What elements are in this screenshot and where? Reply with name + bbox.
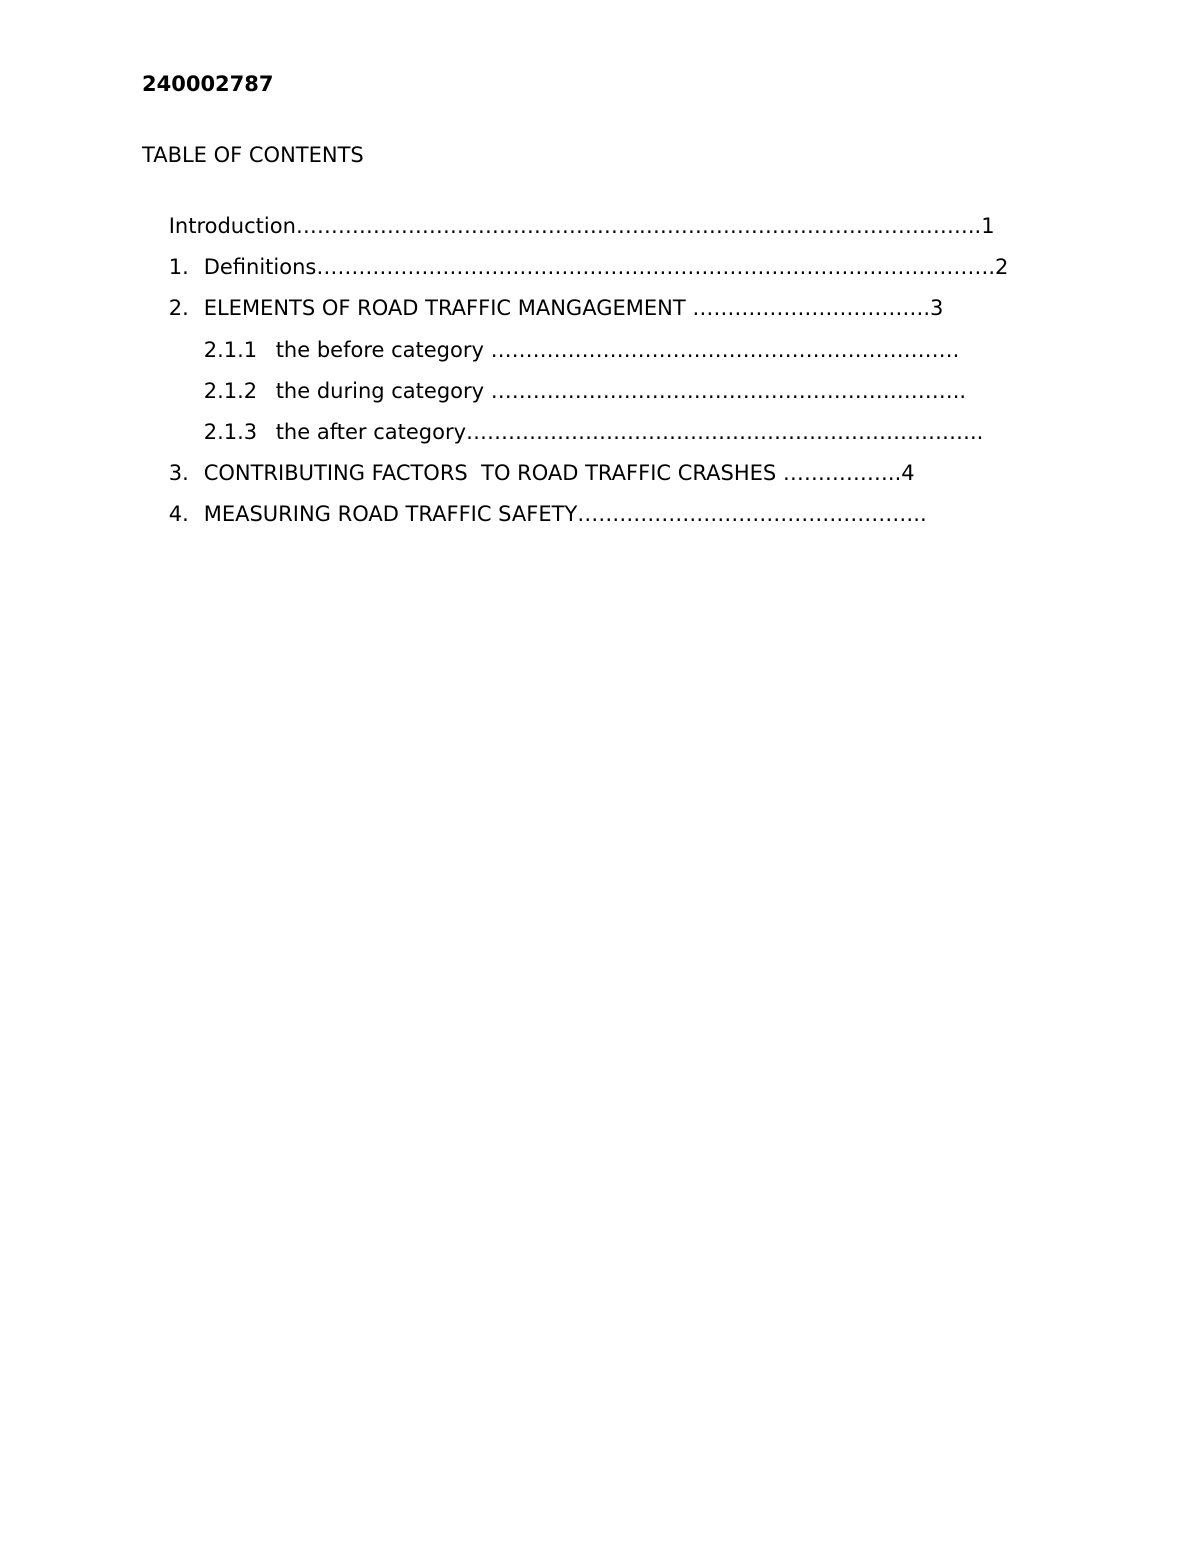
toc-entry-number: 1. <box>168 255 189 279</box>
toc-entry-measuring-safety[interactable] <box>142 478 927 550</box>
toc-entry-text: ELEMENTS OF ROAD TRAFFIC MANGAGEMENT …………………………….3 <box>203 296 944 320</box>
toc-entry-text: CONTRIBUTING FACTORS TO ROAD TRAFFIC CRASHES ……………..4 <box>203 461 915 485</box>
toc-entry-number: 2. <box>168 296 189 320</box>
toc-entry-text: Introduction……………………………………………………………………………………..1 <box>168 214 995 238</box>
document-id: 240002787 <box>142 72 274 96</box>
toc-entry-number: 2.1.1 <box>203 338 258 362</box>
toc-entry-text: Definitions…………………………………………………………………………………….2 <box>203 255 1009 279</box>
toc-entry-text: the during category ………………………………………………………….. <box>275 379 967 403</box>
toc-entry-text: MEASURING ROAD TRAFFIC SAFETY………………………………………….. <box>203 502 927 526</box>
toc-title: TABLE OF CONTENTS <box>142 143 364 167</box>
toc-entry-text: the after category……………………………………………………………….. <box>275 420 984 444</box>
toc-entry-number: 2.1.2 <box>203 379 258 403</box>
toc-entry-number: 4. <box>168 502 189 526</box>
toc-entry-number: 3. <box>168 461 189 485</box>
toc-entry-number: 2.1.3 <box>203 420 258 444</box>
toc-entry-text: the before category …………………………………………………………. <box>275 338 960 362</box>
